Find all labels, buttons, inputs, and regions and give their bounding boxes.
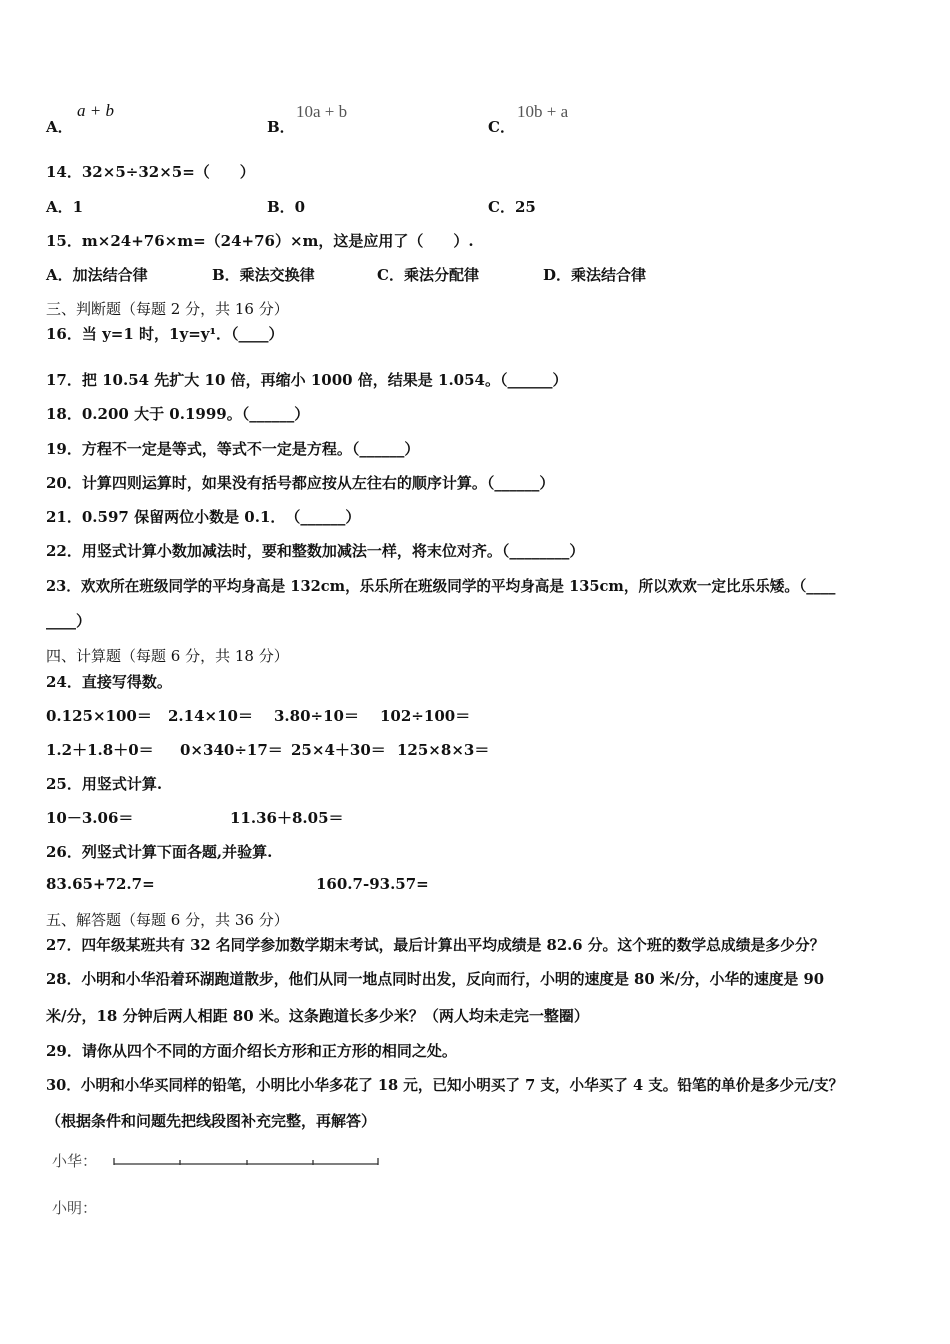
q18: 18．0.200 大于 0.1999。（______） — [46, 405, 310, 423]
q15-option-a: A．加法结合律 — [46, 266, 148, 284]
q28-line-1: 28．小明和小华沿着环湖跑道散步，他们从同一地点同时出发，反向而行，小明的速度是 80 米/分，小华的速度是 90 — [46, 971, 825, 988]
q22: 22．用竖式计算小数加减法时，要和整数加减法一样，将末位对齐。（________） — [46, 542, 585, 560]
q20: 20．计算四则运算时，如果没有括号都应按从左往右的顺序计算。（______） — [46, 474, 555, 492]
q30-line-1: 30．小明和小华买同样的铅笔，小明比小华多花了 18 元，已知小明买了 7 支，小华买了 4 支。铅笔的单价是多少元/支？ — [46, 1077, 844, 1094]
section-5-heading: 五、解答题（每题 6 分，共 36 分） — [46, 911, 289, 929]
q25-item-2: 11.36＋8.05＝ — [230, 809, 344, 827]
q24-r2-c2: 0×340÷17＝ — [180, 741, 283, 759]
option-letter: A． — [46, 118, 73, 136]
q14-stem: 14．32×5÷32×5=（ ） — [46, 163, 255, 181]
q15-option-c: C．乘法分配律 — [377, 266, 479, 284]
q26-item-1: 83.65+72.7= — [46, 875, 155, 893]
q15-stem: 15．m×24+76×m=（24+76）×m，这是应用了（ ）. — [46, 232, 474, 250]
option-letter: C． — [488, 118, 515, 136]
q13-option-b-expr: 10a + b — [296, 102, 348, 121]
q13-option-c — [488, 116, 515, 137]
q25-stem: 25．用竖式计算. — [46, 775, 163, 793]
q25-item-1: 10－3.06＝ — [46, 809, 134, 827]
q14-option-b: B．0 — [267, 198, 306, 216]
q17: 17．把 10.54 先扩大 10 倍，再缩小 1000 倍，结果是 1.054。（______） — [46, 371, 568, 389]
diagram-label-xiaoming: 小明： — [52, 1199, 98, 1217]
q24-r2-c1: 1.2＋1.8＋0＝ — [46, 741, 154, 759]
q13-option-a-expr: a + b — [77, 101, 114, 120]
q24-r1-c1: 0.125×100＝ — [46, 707, 152, 725]
q15-option-b: B．乘法交换律 — [212, 266, 315, 284]
q30-line-2: （根据条件和问题先把线段图补充完整，再解答） — [46, 1112, 377, 1130]
q24-stem: 24．直接写得数。 — [46, 673, 172, 691]
q19: 19．方程不一定是等式，等式不一定是方程。（______） — [46, 440, 420, 458]
q23-line-1: 23．欢欢所在班级同学的平均身高是 132cm，乐乐所在班级同学的平均身高是 135cm，所以欢欢一定比乐乐矮。（____ — [46, 578, 836, 595]
section-4-heading: 四、计算题（每题 6 分，共 18 分） — [46, 647, 289, 665]
q24-r2-c3: 25×4＋30＝ — [291, 741, 386, 759]
q24-r1-c2: 2.14×10＝ — [168, 707, 253, 725]
q21: 21．0.597 保留两位小数是 0.1． （______） — [46, 508, 361, 526]
q14-option-c: C．25 — [488, 198, 536, 216]
q27: 27．四年级某班共有 32 名同学参加数学期末考试，最后计算出平均成绩是 82.6 分。这个班的数学总成绩是多少分？ — [46, 937, 825, 954]
q24-r2-c4: 125×8×3＝ — [397, 741, 490, 759]
q13-option-c-expr: 10b + a — [517, 102, 569, 121]
q15-option-d: D．乘法结合律 — [543, 266, 647, 284]
section-3-heading: 三、判断题（每题 2 分，共 16 分） — [46, 300, 289, 318]
q24-r1-c3: 3.80÷10＝ — [274, 707, 359, 725]
option-letter: B． — [267, 118, 295, 136]
q28-line-2: 米/分，18 分钟后两人相距 80 米。这条跑道长多少米？（两人均未走完一整圈） — [46, 1007, 589, 1025]
q26-stem: 26．列竖式计算下面各题,并验算. — [46, 843, 273, 861]
q26-item-2: 160.7-93.57= — [316, 875, 429, 893]
q13-option-b — [267, 116, 295, 137]
q13-option-a — [46, 116, 73, 137]
xiaohua-segment-diagram — [100, 1150, 390, 1174]
q14-option-a: A．1 — [46, 198, 84, 216]
diagram-label-xiaohua: 小华： — [52, 1152, 98, 1170]
q24-r1-c4: 102÷100＝ — [380, 707, 471, 725]
q23-line-2: ____） — [46, 612, 92, 630]
q16: 16．当 y=1 时，1y=y¹．（____） — [46, 325, 284, 343]
q29: 29．请你从四个不同的方面介绍长方形和正方形的相同之处。 — [46, 1042, 457, 1060]
